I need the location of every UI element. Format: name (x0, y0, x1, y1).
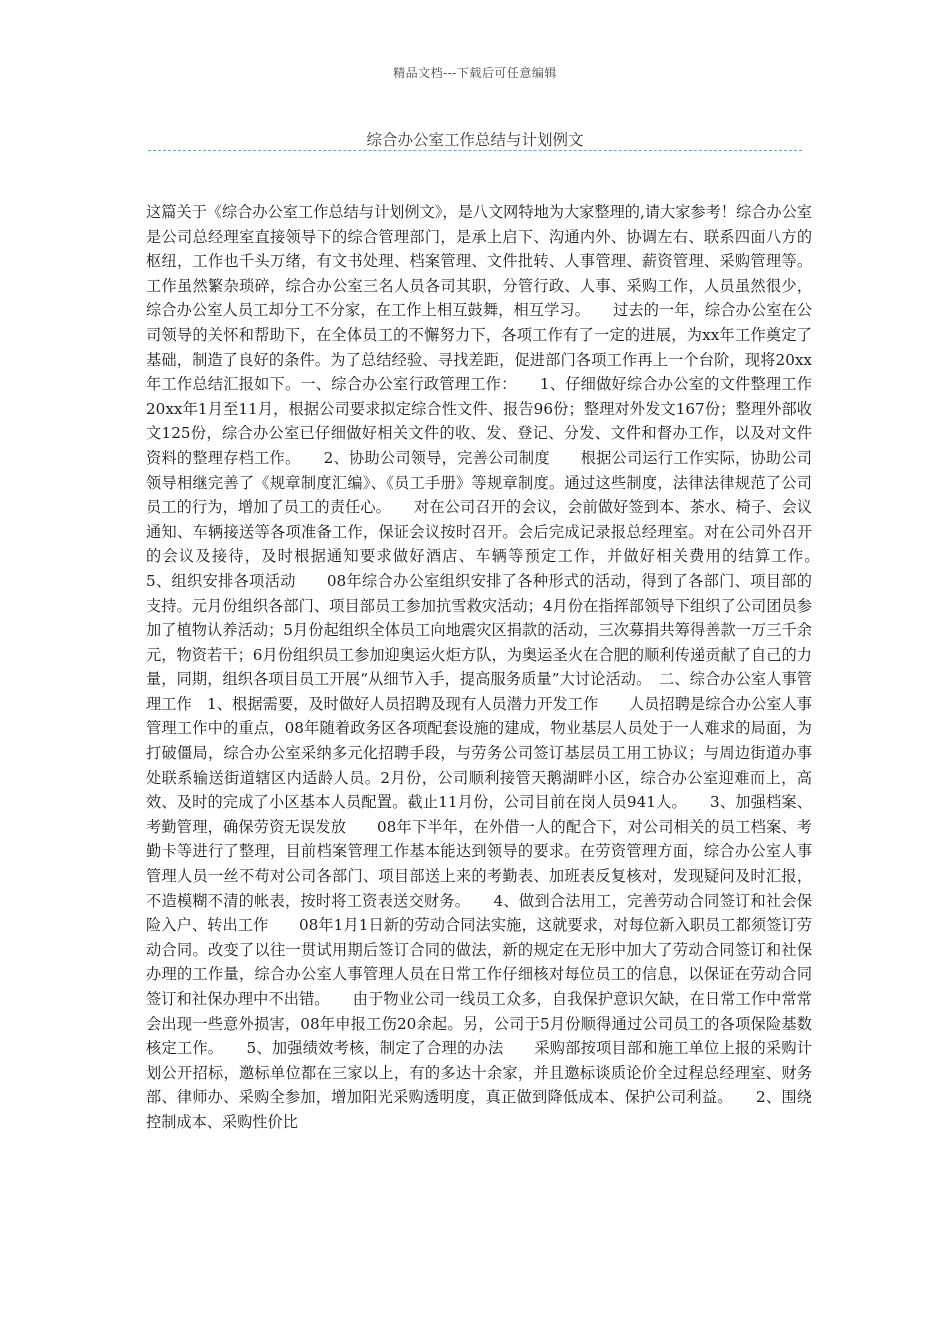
page-header-note: 精品文档---下载后可任意编辑 (393, 66, 557, 80)
document-title: 综合办公室工作总结与计划例文 (366, 131, 584, 149)
document-body: 这篇关于《综合办公室工作总结与计划例文》，是八文网特地为大家整理的,请大家参考！综合办公室是公司总经理室直接领导下的综合管理部门，是承上启下、沟通内外、协调左右、联系四面八方的枢纽，工作也千头万绪，有文书处理、档案管理、文件批转、人事管理、薪资管理、采购管理等。工作虽然繁杂琐碎，综合办公室三名人员各司其职，分管行政、人事、采购工作，人员虽然很少，综合办公室人员工却分工不分家，在工作上相互鼓舞，相互学习。 过去的一年，综合办公室在公司领导的关怀和帮助下，在全体员工的不懈努力下，各项工作有了一定的进展，为xx年工作奠定了基础，制造了良好的条件。为了总结经验、寻找差距，促进部门各项工作再上一个台阶，现将20xx年工作总结汇报如下。一、综合办公室行政管理工作： 1、仔细做好综合办公室的文件整理工作 20xx年1月至11月，根据公司要求拟定综合性文件、报告96份；整理对外发文167份；整理外部收文125份，综合办公室已仔细做好相关文件的收、发、登记、分发、文件和督办工作，以及对文件资料的整理存档工作。 2、协助公司领导，完善公司制度 根据公司运行工作实际，协助公司领导相继完善了《规章制度汇编》、《员工手册》等规章制度。通过这些制度，法律法律规范了公司员工的行为，增加了员工的责任心。 对在公司召开的会议，会前做好签到本、茶水、椅子、会议通知、车辆接送等各项准备工作，保证会议按时召开。会后完成记录报总经理室。对在公司外召开的会议及接待，及时根据通知要求做好酒店、车辆等预定工作，并做好相关费用的结算工作。 5、组织安排各项活动 08年综合办公室组织安排了各种形式的活动，得到了各部门、项目部的支持。元月份组织各部门、项目部员工参加抗雪救灾活动；4月份在指挥部领导下组织了公司团员参加了植物认养活动；5月份起组织全体员工向地震灾区捐款的活动，三次募捐共筹得善款一万三千余元，物资若干；6月份组织员工参加迎奥运火炬方队，为奥运圣火在合肥的顺利传递贡献了自己的力量，同期，组织各项目员工开展“从细节入手，提高服务质量”大讨论活动。 二、综合办公室人事管理工作 1、根据需要，及时做好人员招聘及现有人员潜力开发工作 人员招聘是综合办公室人事管理工作中的重点，08年随着政务区各项配套设施的建成，物业基层人员处于一人难求的局面，为打破僵局，综合办公室采纳多元化招聘手段，与劳务公司签订基层员工用工协议；与周边街道办事处联系输送街道辖区内适龄人员。2月份，公司顺利接管天鹅湖畔小区，综合办公室迎难而上，高效、及时的完成了小区基本人员配置。截止11月份，公司目前在岗人员941人。 3、加强档案、考勤管理，确保劳资无误发放 08年下半年，在外借一人的配合下，对公司相关的员工档案、考勤卡等进行了整理，目前档案管理工作基本能达到领导的要求。在劳资管理方面，综合办公室人事管理人员一丝不苟对公司各部门、项目部送上来的考勤表、加班表反复核对，发现疑问及时汇报，不造模糊不清的帐表，按时将工资表送交财务。 4、做到合法用工，完善劳动合同签订和社会保险入户、转出工作 08年1月1日新的劳动合同法实施，这就要求，对每位新入职员工都须签订劳动合同。改变了以往一贯试用期后签订合同的做法，新的规定在无形中加大了劳动合同签订和社保办理的工作量，综合办公室人事管理人员在日常工作仔细核对每位员工的信息，以保证在劳动合同签订和社保办理中不出错。 由于物业公司一线员工众多，自我保护意识欠缺，在日常工作中常常会出现一些意外损害，08年申报工伤20余起。另，公司于5月份顺得通过公司员工的各项保险基数核定工作。 5、加强绩效考核，制定了合理的办法 采购部按项目部和施工单位上报的采购计划公开招标，邀标单位都在三家以上，有的多达十余家，并且邀标谈质论价全过程总经理室、财务部、律师办、采购全参加，增加阳光采购透明度，真正做到降低成本、保护公司利益。 2、围绕控制成本、采购性价比 (146, 203, 843, 1131)
title-divider (148, 150, 802, 151)
